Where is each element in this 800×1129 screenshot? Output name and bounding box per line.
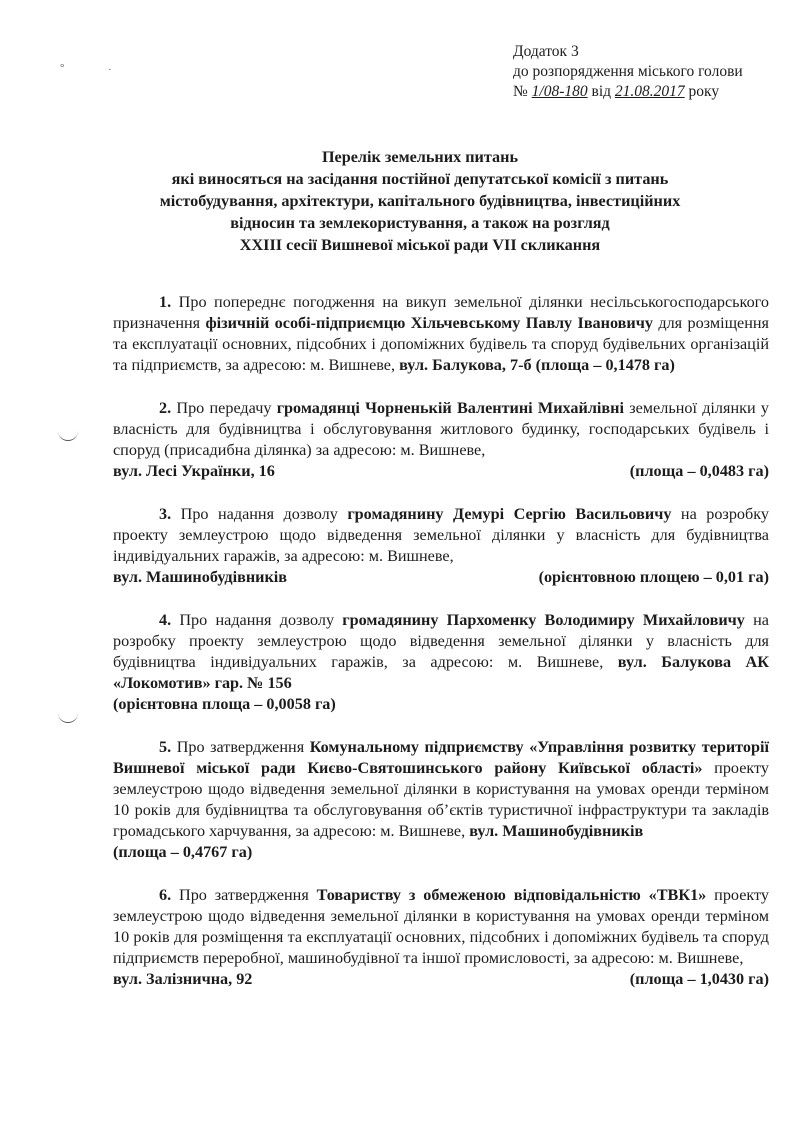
list-item: 1. Про попереднє погодження на викуп земельної ділянки несільськогосподарського призначення фізичній особі-підприємцю Хільчевському Павлу Івановичу для розміщення та експлуатації основних, підсобних і допоміжних будівель та споруд будівельних організацій та підприємств, за адресою: м. Вишневе, вул. Балукова, 7-б (площа – 0,1478 га) [113,293,769,374]
list-item: 5. Про затвердження Комунальному підприємству «Управління розвитку території Вишневої міської ради Києво-Святошинського району Київської області» проекту землеустрою щодо відведення земельної ділянки в користування на умовах оренди терміном 10 років для будівництва та обслуговування об’єктів туристичної інфраструктури та закладів громадського харчування, за адресою: м. Вишневе, вул. Машинобудівників (площа – 0,4767 га) [113,738,770,861]
scan-speck-mark: · [108,64,112,76]
list-item: 3. Про надання дозволу громадянину Демурі Сергію Васильовичу на розробку проекту землеустрою щодо відведення земельної ділянки у власність для будівництва індивідуальних гаражів, за адресою: м. Вишневе, вул. Машинобудівників (орієнтовною площею – 0,01 га) [113,505,769,586]
punch-hole-mark [58,426,78,441]
order-date: 21.08.2017 [614,83,685,100]
document-title: Перелік земельних питань які виносяться на засідання постійної депутатської комісії з питань містобудування, архітектури, капітального будівництва, інвестиційних відносин та землекористування, а також на розгляд XXIII сесії Вишневої міської ради VII скликання [159,148,681,254]
list-item: 6. Про затвердження Товариству з обмеженою відповідальністю «ТВК1» проекту землеустрою щодо відведення земельної ділянки в користування на умовах оренди терміном 10 років для розміщення та експлуатації основних, підсобних і допоміжних будівель та споруд підприємств переробної, машинобудівної та іншої промисловості, за адресою: м. Вишневе, вул. Залізнична, 92 (площа – 1,0430 га) [113,886,769,988]
annex-subtitle: до розпорядження міського голови [513,63,743,80]
order-number: 1/08-180 [531,83,588,100]
punch-hole-mark [58,708,78,723]
annex-number-line: № 1/08-180 від 21.08.2017 року [513,83,720,100]
scan-speck-mark: ° [60,62,65,74]
items-list [113,292,769,1012]
annex-header [513,42,773,102]
list-item: 2. Про передачу громадянці Чорненькій Валентині Михайлівні земельної ділянки у власність для будівництва і обслуговування житлового будинку, господарських будівель і споруд (присадибна ділянка) за адресою: м. Вишневе, вул. Лесі Українки, 16 (площа – 0,0483 га) [113,399,769,480]
annex-title: Додаток 3 [513,43,579,60]
list-item: 4. Про надання дозволу громадянину Пархоменку Володимиру Михайловичу на розробку проекту землеустрою щодо відведення земельної ділянки у власність для будівництва індивідуальних гаражів, за адресою: м. Вишневе, вул. Балукова АК «Локомотив» гар. № 156 (орієнтовна площа – 0,0058 га) [113,611,769,713]
